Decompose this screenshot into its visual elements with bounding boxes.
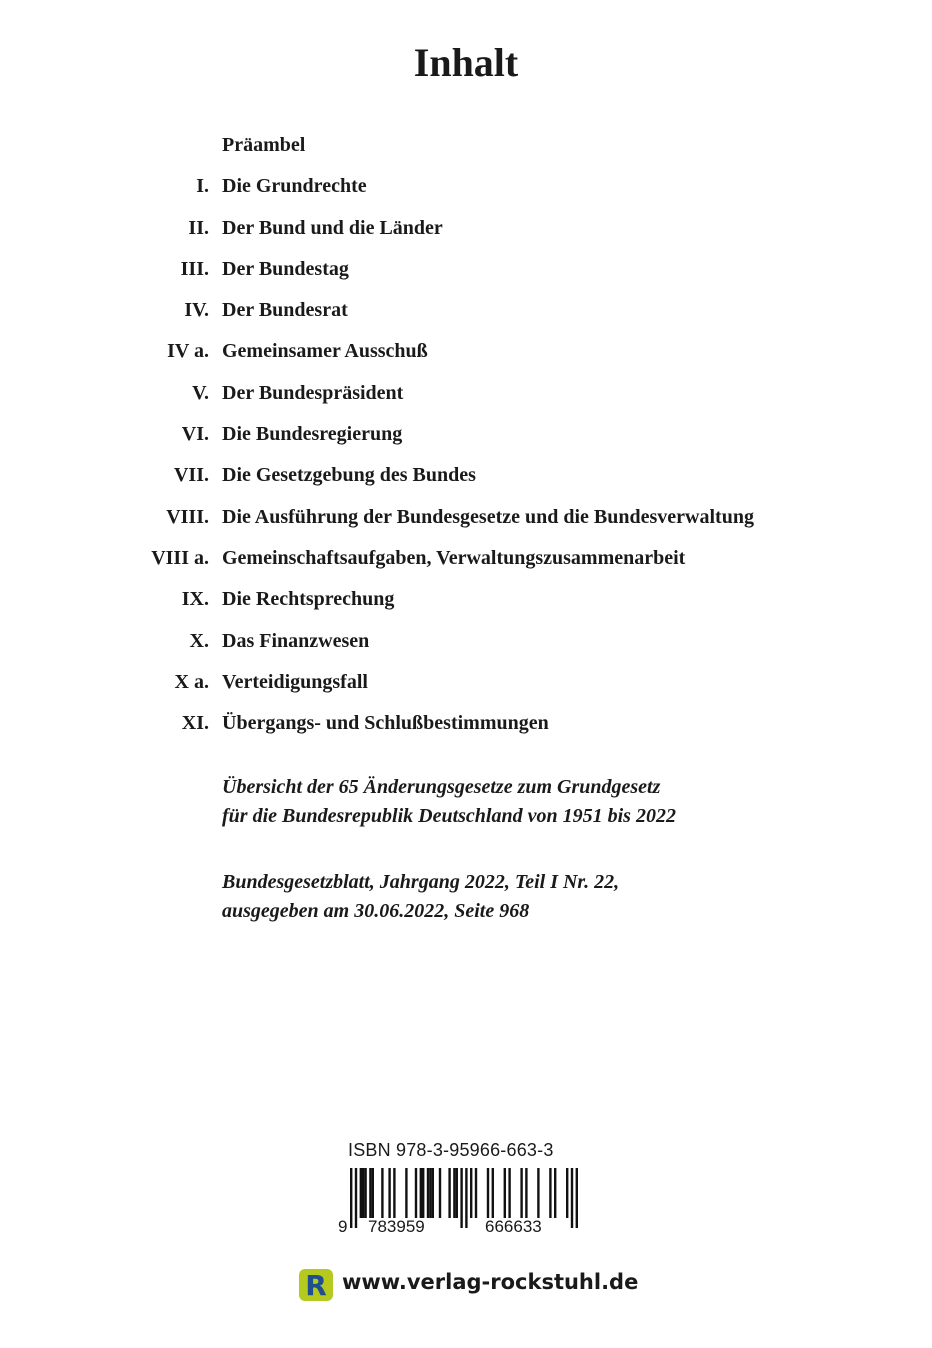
toc-label: Die Grundrechte: [222, 175, 367, 198]
barcode-digits-left: 783959: [368, 1217, 425, 1236]
barcode-bar: [549, 1168, 551, 1218]
barcode-bar: [525, 1168, 527, 1218]
toc-item: [0, 211, 932, 252]
toc-number: II.: [188, 216, 209, 239]
barcode-bar: [388, 1168, 390, 1218]
barcode-bar: [432, 1168, 434, 1218]
toc-item: [0, 417, 932, 458]
toc-number: IV a.: [167, 340, 209, 363]
barcode-bar: [381, 1168, 383, 1218]
toc-label: Präambel: [222, 134, 306, 156]
barcode-bar: [439, 1168, 441, 1218]
toc-label: Der Bundesrat: [222, 299, 348, 322]
barcode-bar: [448, 1168, 450, 1218]
barcode-bar: [520, 1168, 522, 1218]
barcode-bar: [576, 1168, 578, 1228]
toc-label: Der Bundestag: [222, 257, 349, 280]
toc-item: [0, 665, 932, 706]
toc-label: Die Bundesregierung: [222, 423, 403, 446]
barcode-bar: [456, 1168, 458, 1218]
isbn-text: ISBN 978-3-95966-663-3: [348, 1140, 554, 1160]
toc-number: I.: [196, 175, 209, 198]
barcode-bar: [422, 1168, 424, 1218]
barcode-bar: [393, 1168, 395, 1218]
toc-item: [0, 541, 932, 582]
toc-item: [0, 128, 932, 169]
page-title: Inhalt: [413, 40, 519, 85]
publisher-website-link[interactable]: www.verlag-rockstuhl.de: [342, 1270, 639, 1294]
barcode-bar: [487, 1168, 489, 1218]
toc-label: Der Bund und die Länder: [222, 216, 443, 239]
barcode-bar: [453, 1168, 455, 1218]
source-line: Bundesgesetzblatt, Jahrgang 2022, Teil I Nr. 22,: [222, 871, 620, 893]
toc-item: [0, 169, 932, 210]
barcode-bar: [429, 1168, 431, 1218]
overview-line: Übersicht der 65 Änderungsgesetze zum Grundgesetz: [222, 776, 661, 798]
toc-item: [0, 376, 932, 417]
source-line: ausgegeben am 30.06.2022, Seite 968: [222, 900, 530, 922]
toc-label: Die Gesetzgebung des Bundes: [222, 464, 476, 487]
toc-item: [0, 252, 932, 293]
barcode-bar: [355, 1168, 357, 1228]
toc-label: Die Ausführung der Bundesgesetze und die Bundesverwaltung: [222, 505, 754, 528]
source-note: [222, 868, 619, 926]
barcode-bar: [362, 1168, 364, 1218]
barcode-bar: [427, 1168, 429, 1218]
toc-item: [0, 706, 932, 747]
toc-number: VI.: [181, 423, 209, 446]
toc-label: Die Rechtsprechung: [222, 588, 395, 611]
toc-item: [0, 293, 932, 334]
barcode-bar: [470, 1168, 472, 1218]
barcode-bar: [364, 1168, 366, 1218]
amendments-overview-note: [222, 773, 676, 831]
toc-item: [0, 624, 932, 665]
toc-item: [0, 500, 932, 541]
toc-number: VIII a.: [151, 546, 209, 569]
barcode-bar: [504, 1168, 506, 1218]
barcode-bar: [475, 1168, 477, 1218]
toc-number: III.: [180, 257, 209, 280]
toc-number: VIII.: [166, 505, 209, 528]
toc-item: [0, 334, 932, 375]
toc-label: Gemeinsamer Ausschuß: [222, 340, 428, 363]
toc-number: XI.: [181, 712, 209, 735]
barcode-bar: [372, 1168, 374, 1218]
toc-label: Gemeinschaftsaufgaben, Verwaltungszusammenarbeit: [222, 546, 686, 569]
toc-number: V.: [192, 381, 209, 404]
barcode-bar: [571, 1168, 573, 1228]
toc-number: IV.: [184, 299, 209, 322]
toc-item: [0, 458, 932, 499]
toc-label: Der Bundespräsident: [222, 381, 404, 404]
toc-number: IX.: [181, 588, 209, 611]
toc-label: Das Finanzwesen: [222, 629, 370, 652]
barcode-bar: [405, 1168, 407, 1218]
toc-number: X.: [189, 629, 209, 652]
publisher-logo-icon: [298, 1268, 334, 1302]
barcode-bar: [465, 1168, 467, 1228]
toc-label: Verteidigungsfall: [222, 670, 368, 693]
barcode-digit-first: 9: [338, 1217, 348, 1236]
barcode-bar: [415, 1168, 417, 1218]
barcode-bar: [420, 1168, 422, 1218]
toc-number: VII.: [173, 464, 209, 487]
barcode-bar: [360, 1168, 362, 1218]
barcode-bar: [369, 1168, 371, 1218]
barcode-bar: [566, 1168, 568, 1218]
barcode-bar: [508, 1168, 510, 1218]
barcode-digits-right: 666633: [485, 1217, 542, 1236]
overview-line: für die Bundesrepublik Deutschland von 1951 bis 2022: [222, 805, 676, 827]
barcode-bar: [460, 1168, 462, 1228]
toc-item: [0, 582, 932, 623]
toc-number: X a.: [174, 670, 209, 693]
toc-label: Übergangs- und Schlußbestimmungen: [222, 712, 549, 735]
barcode-bar: [537, 1168, 539, 1218]
table-of-contents: [0, 128, 932, 747]
barcode-bar: [492, 1168, 494, 1218]
barcode-bar: [350, 1168, 352, 1228]
barcode-bar: [554, 1168, 556, 1218]
logo-letter: R: [305, 1269, 327, 1302]
